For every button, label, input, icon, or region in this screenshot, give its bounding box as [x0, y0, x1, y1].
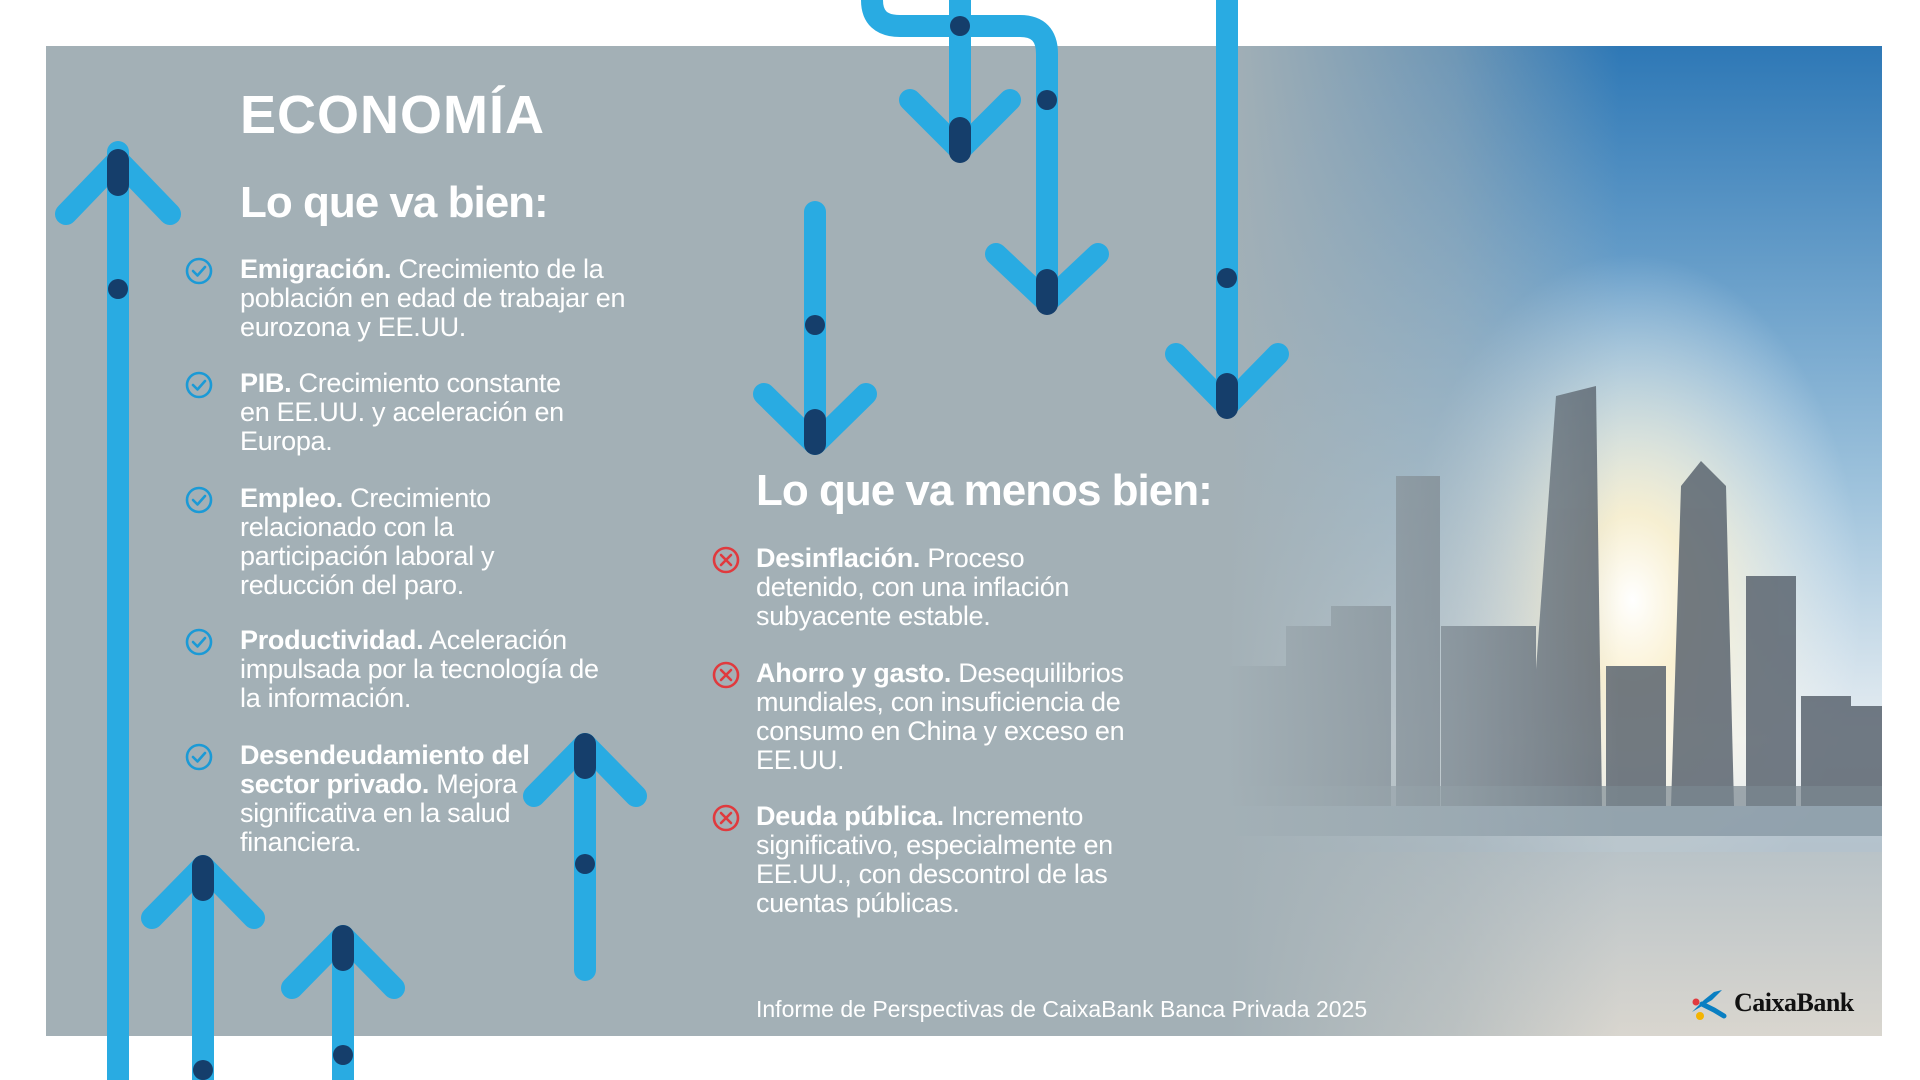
check-circle-icon [184, 627, 214, 657]
good-item-productividad [240, 626, 620, 713]
logo-brand-text: CaixaBank [1734, 988, 1854, 1017]
star-icon [1688, 986, 1728, 1022]
report-footer: Informe de Perspectivas de CaixaBank Banca Privada 2025 [756, 996, 1368, 1022]
good-item-text: Crecimiento de la población en edad de trabajar en eurozona y EE.UU. [240, 254, 626, 342]
bad-item-text: Proceso detenido, con una inflación subyacente estable. [756, 543, 1070, 631]
good-item-title: Emigración. [240, 254, 392, 284]
good-item-empleo [240, 484, 540, 600]
check-circle-icon [184, 256, 214, 286]
good-item-pib [240, 369, 570, 456]
good-item-text: Mejora significativa en la salud financiera. [240, 769, 517, 857]
good-heading: Lo que va bien: [240, 178, 548, 227]
check-circle-icon [184, 485, 214, 515]
bad-heading: Lo que va menos bien: [756, 466, 1212, 515]
good-item-text: Crecimiento relacionado con la participación laboral y reducción del paro. [240, 483, 495, 600]
city-skyline-photo [1226, 46, 1882, 1036]
good-item-desendeudamiento [240, 741, 540, 857]
good-item-title: Empleo. [240, 483, 343, 513]
bad-item-title: Ahorro y gasto. [756, 658, 952, 688]
good-item-emigracion [240, 255, 660, 342]
bad-item-text: Desequilibrios mundiales, con insuficiencia de consumo en China y exceso en EE.UU. [756, 658, 1125, 775]
check-circle-icon [184, 742, 214, 772]
bad-item-deuda [756, 802, 1136, 918]
good-item-text: Aceleración impulsada por la tecnología de la información. [240, 625, 599, 713]
x-circle-icon [711, 660, 741, 690]
good-item-title: PIB. [240, 368, 292, 398]
check-circle-icon [184, 370, 214, 400]
page-title: ECONOMÍA [240, 85, 545, 145]
caixabank-logo [1688, 986, 1858, 1022]
x-circle-icon [711, 803, 741, 833]
good-item-text: Crecimiento constante en EE.UU. y aceleración en Europa. [240, 368, 564, 456]
bad-item-title: Deuda pública. [756, 801, 944, 831]
x-circle-icon [711, 545, 741, 575]
bad-item-title: Desinflación. [756, 543, 921, 573]
bad-item-text: Incremento significativo, especialmente en EE.UU., con descontrol de las cuentas públicas. [756, 801, 1113, 918]
good-item-title: Desendeudamiento del sector privado. [240, 740, 530, 799]
bad-item-desinflacion [756, 544, 1116, 631]
good-item-title: Productividad. [240, 625, 424, 655]
bad-item-ahorro [756, 659, 1156, 775]
